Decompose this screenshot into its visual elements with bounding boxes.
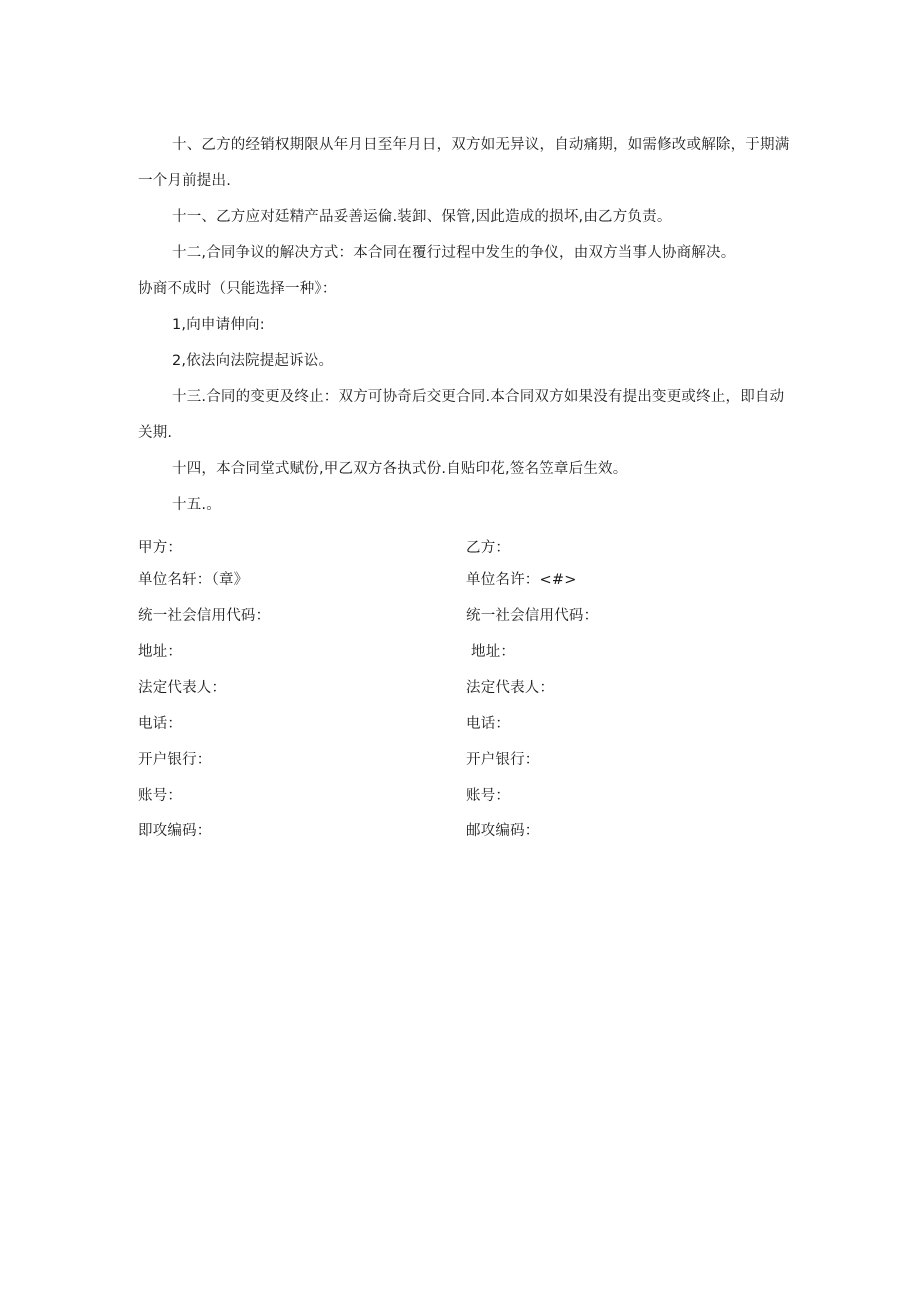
party-a-unit-name: 单位名轩：（章》 bbox=[138, 572, 249, 588]
clause-15: 十五.。 bbox=[172, 497, 221, 513]
clause-10-line-1: 十、乙方的经销权期限从年月日至年月日，双方如无异议，自动痛期，如需修改或解除，于期满 bbox=[172, 137, 790, 153]
clause-12-option-1: 1,向申请伸向: bbox=[172, 317, 265, 333]
party-a-credit-code: 统一社会信用代码： bbox=[138, 608, 271, 624]
clause-14: 十四，本合同堂式赋份,甲乙双方各执式份.自贴印花,签名笠章后生效。 bbox=[172, 461, 628, 477]
clause-11: 十一、乙方应对廷精产品妥善运倫.装卸、保管,因此造成的损坏,由乙方负责。 bbox=[172, 209, 672, 225]
party-a-account: 账号： bbox=[138, 788, 183, 804]
party-a-address: 地址： bbox=[138, 644, 183, 660]
clause-10-line-2: 一个月前提出. bbox=[138, 173, 232, 189]
party-a-title: 甲方： bbox=[138, 540, 183, 556]
clause-12-sub: 协商不成时（只能选择一种》： bbox=[138, 281, 337, 297]
party-b-account: 账号： bbox=[466, 788, 511, 804]
party-a-postcode: 即攻编码： bbox=[138, 823, 212, 839]
party-b-address: 地址： bbox=[471, 644, 516, 660]
clause-13-line-1: 十三.合同的变更及终止：双方可协奇后交更合同.本合同双方如果没有提出变更或终止，即自动 bbox=[172, 389, 785, 405]
party-b-title: 乙方： bbox=[466, 540, 511, 556]
party-b-phone: 电话： bbox=[466, 716, 511, 732]
party-b-postcode: 邮攻编码： bbox=[466, 823, 540, 839]
party-b-unit-name: 单位名许：<#> bbox=[466, 572, 577, 588]
clause-12: 十二,合同争议的解决方式：本合同在覆行过程中发生的争仪，由双方当事人协商解决。 bbox=[172, 245, 736, 261]
party-a-bank: 开户银行： bbox=[138, 752, 212, 768]
party-a-legal-rep: 法定代表人： bbox=[138, 680, 227, 696]
party-b-bank: 开户银行： bbox=[466, 752, 540, 768]
party-b-legal-rep: 法定代表人： bbox=[466, 680, 555, 696]
party-b-credit-code: 统一社会信用代码： bbox=[466, 608, 599, 624]
party-a-phone: 电话： bbox=[138, 716, 183, 732]
clause-13-line-2: 关期. bbox=[138, 425, 173, 441]
clause-12-option-2: 2,依法向法院提起诉讼。 bbox=[172, 353, 334, 369]
